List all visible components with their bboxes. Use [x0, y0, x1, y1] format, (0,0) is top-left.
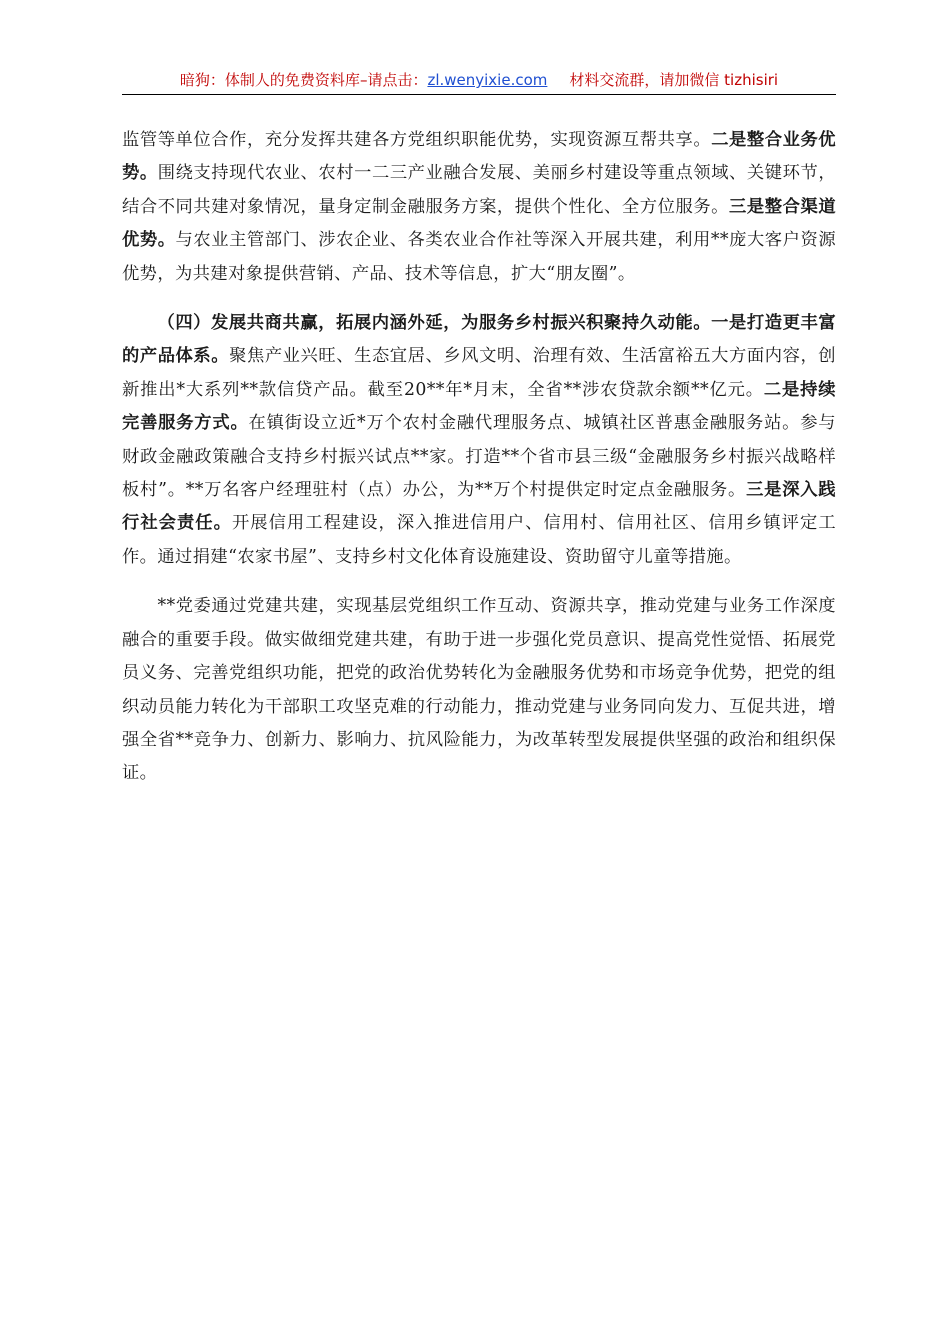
- header-contact: 材料交流群，请加微信 tizhisiri: [569, 71, 779, 89]
- text-run: 聚焦产业兴旺、生态宜居、乡风文明、治理有效、生活富裕五大方面内容，创新推出*大系列**款信贷产品。截至20**年*月末，全省**涉农贷款余额**亿元。: [122, 346, 836, 400]
- bold-run: 三是深入践行社会责任。: [122, 480, 836, 534]
- bold-run: （四）发展共商共赢，拓展内涵外延，为服务乡村振兴积聚持久动能。一是打造更丰富的产品体系。: [122, 313, 836, 367]
- text-run: **党委通过党建共建，实现基层党组织工作互动、资源共享，推动党建与业务工作深度融合的重要手段。做实做细党建共建，有助于进一步强化党员意识、提高党性觉悟、拓展党员义务、完善党组织功能，把党的政治优势转化为金融服务优势和市场竞争优势，把党的组织动员能力转化为干部职工攻坚克难的行动能力，推动党建与业务同向发力、互促共进，增强全省**竞争力、创新力、影响力、抗风险能力，为改革转型发展提供坚强的政治和组织保证。: [122, 596, 836, 784]
- text-run: 在镇街设立近*万个农村金融代理服务点、城镇社区普惠金融服务站。参与财政金融政策融合支持乡村振兴试点**家。打造**个省市县三级“金融服务乡村振兴战略样板村”。**万名客户经理驻村（点）办公，为**万个村提供定时定点金融服务。: [122, 413, 836, 501]
- bold-run: 二是持续完善服务方式。: [122, 379, 836, 434]
- text-run: 围绕支持现代农业、农村一二三产业融合发展、美丽乡村建设等重点领域、关键环节，结合不同共建对象情况，量身定制金融服务方案，提供个性化、全方位服务。: [122, 163, 836, 217]
- text-run: 监管等单位合作，充分发挥共建各方党组织职能优势，实现资源互帮共享。: [122, 130, 712, 150]
- header-brand: 暗狗：体制人的免费资料库: [179, 71, 360, 89]
- paragraph-conclusion: [122, 590, 836, 790]
- paragraph-continued: [122, 124, 836, 291]
- text-run: 与农业主管部门、涉农企业、各类农业合作社等深入开展共建，利用**庞大客户资源优势，为共建对象提供营销、产品、技术等信息，扩大“朋友圈”。: [122, 230, 837, 284]
- bold-run: 二是整合业务优势。: [122, 130, 836, 184]
- text-run: 开展信用工程建设，深入推进信用户、信用村、信用社区、信用乡镇评定工作。通过捐建“农家书屋”、支持乡村文化体育设施建设、资助留守儿童等措施。: [122, 513, 837, 567]
- document-body: [122, 124, 836, 807]
- paragraph-section-four: [122, 307, 836, 574]
- bold-run: 三是整合渠道优势。: [122, 196, 836, 251]
- header-prompt: –请点击：: [359, 71, 428, 89]
- page-header: [122, 68, 836, 95]
- header-url-link[interactable]: zl.wenyixie.com: [427, 71, 548, 89]
